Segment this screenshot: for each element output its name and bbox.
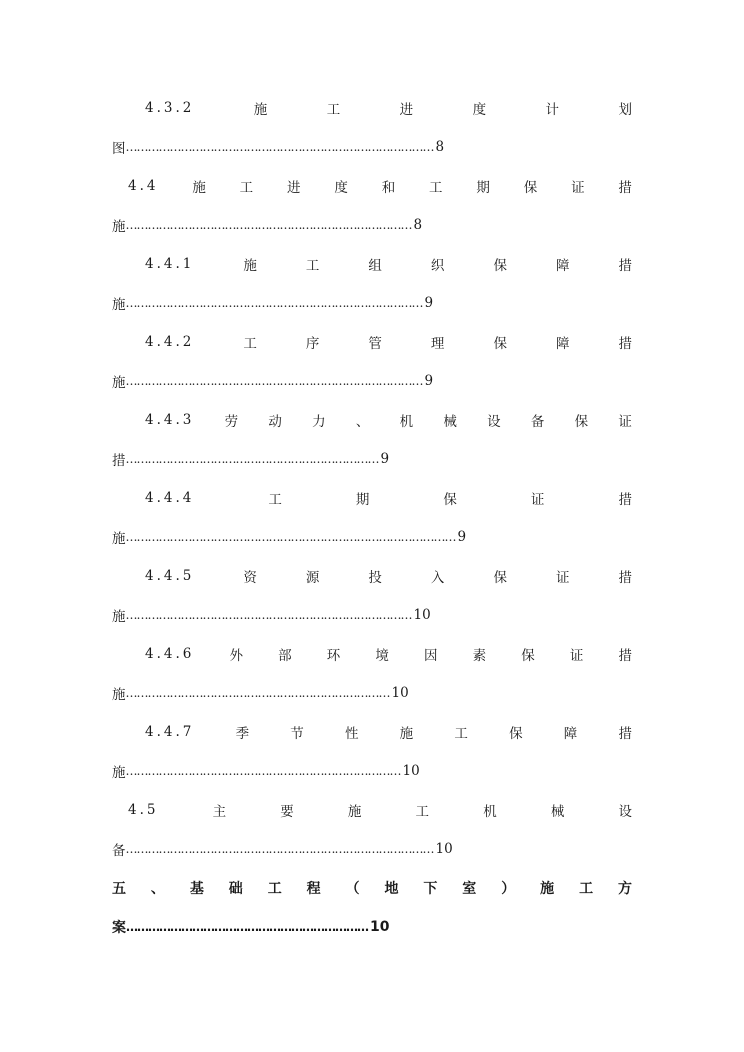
dot-leader: …………………………………………………………………… xyxy=(125,608,412,622)
title-char: 性 xyxy=(344,726,359,742)
chapter-title-char: 础 xyxy=(228,881,243,897)
chapter-title-line xyxy=(112,876,632,900)
chapter-title-char: 室 xyxy=(462,881,477,897)
chapter-title-char: 下 xyxy=(423,881,438,897)
page-number: 10 xyxy=(391,685,409,701)
title-char: 证 xyxy=(571,180,585,196)
title-char: 序 xyxy=(305,336,320,352)
title-last-char: 施 xyxy=(112,609,126,625)
page-number: 9 xyxy=(424,295,434,311)
toc-entry-title-line xyxy=(145,96,632,120)
title-char: 保 xyxy=(493,258,507,274)
chapter-title-last-char: 案 xyxy=(112,920,126,936)
title-char: 措 xyxy=(618,180,632,196)
toc-entry-title-line xyxy=(128,174,632,198)
title-char: 源 xyxy=(305,570,320,586)
title-char: 主 xyxy=(212,804,227,820)
title-char: 备 xyxy=(530,414,545,430)
chapter-title-char: 施 xyxy=(540,881,555,897)
toc-entry-leader-line xyxy=(112,837,453,861)
title-last-char: 施 xyxy=(112,297,126,313)
title-char: 境 xyxy=(375,648,389,664)
title-char: 证 xyxy=(618,414,632,430)
toc-entry-leader-line xyxy=(112,603,431,627)
dot-leader: ………………………………………………………… xyxy=(126,920,368,934)
title-char: 保 xyxy=(493,336,507,352)
title-char: 保 xyxy=(574,414,589,430)
title-char: 入 xyxy=(430,570,445,586)
title-last-char: 施 xyxy=(112,375,126,391)
toc-entry-title-line xyxy=(145,252,632,276)
section-number: 4.4.3 xyxy=(145,412,195,428)
title-char: 施 xyxy=(243,258,257,274)
title-char: 障 xyxy=(555,258,570,274)
toc-entry-title-line xyxy=(145,330,632,354)
dot-leader: …………………………………………………………………… xyxy=(125,218,412,232)
toc-entry-leader-line xyxy=(112,681,409,705)
title-char: 织 xyxy=(430,258,445,274)
title-char: 械 xyxy=(443,414,457,430)
title-char: 进 xyxy=(399,102,414,118)
toc-entry-title-line xyxy=(145,486,632,510)
title-char: 证 xyxy=(555,570,570,586)
title-char: 素 xyxy=(472,648,487,664)
title-char: 期 xyxy=(355,492,370,508)
section-number: 4.3.2 xyxy=(145,100,195,116)
title-char: 施 xyxy=(399,726,414,742)
title-last-char: 备 xyxy=(112,843,126,859)
title-char: 和 xyxy=(381,180,396,196)
title-char: 保 xyxy=(523,180,538,196)
toc-entry-leader-line xyxy=(112,369,433,393)
section-number: 4.4.5 xyxy=(145,568,195,584)
title-char: 械 xyxy=(550,804,565,820)
toc-entry-leader-line xyxy=(112,213,422,237)
title-char: 设 xyxy=(487,414,501,430)
title-char: 工 xyxy=(429,180,443,196)
title-last-char: 措 xyxy=(112,453,126,469)
toc-entry-leader-line xyxy=(112,447,389,471)
chapter-title-char: （ xyxy=(345,881,360,897)
toc-entry-title-line xyxy=(145,642,632,666)
title-char: 证 xyxy=(530,492,545,508)
title-char: 措 xyxy=(618,258,632,274)
chapter-leader-line xyxy=(112,915,389,939)
dot-leader: ……………………………………………………………………… xyxy=(125,296,423,310)
toc-entry-title-line xyxy=(128,798,632,822)
title-char: 保 xyxy=(443,492,457,508)
title-char: 保 xyxy=(493,570,507,586)
title-char: 工 xyxy=(243,336,257,352)
title-char: 保 xyxy=(509,726,523,742)
title-char: 措 xyxy=(618,648,632,664)
chapter-title-char: 五 xyxy=(112,881,126,897)
title-char: 证 xyxy=(569,648,584,664)
chapter-title-char: 地 xyxy=(384,881,399,897)
title-char: 障 xyxy=(555,336,570,352)
dot-leader: …………………………………………………………… xyxy=(125,452,379,466)
dot-leader: ……………………………………………………………………… xyxy=(125,374,423,388)
section-number: 4.5 xyxy=(128,802,159,818)
chapter-title-char: 、 xyxy=(150,881,165,897)
title-char: 季 xyxy=(235,726,250,742)
chapter-title-char: ） xyxy=(501,881,516,897)
title-char: 因 xyxy=(423,648,438,664)
title-char: 度 xyxy=(472,102,487,118)
title-char: 管 xyxy=(368,336,382,352)
title-char: 障 xyxy=(563,726,578,742)
title-char: 部 xyxy=(278,648,292,664)
dot-leader: ………………………………………………………………… xyxy=(125,764,401,778)
toc-entry-title-line xyxy=(145,720,632,744)
title-char: 工 xyxy=(305,258,320,274)
title-char: 理 xyxy=(430,336,445,352)
title-char: 措 xyxy=(618,726,632,742)
title-char: 期 xyxy=(476,180,490,196)
title-char: 劳 xyxy=(224,414,239,430)
page-number: 9 xyxy=(457,529,467,545)
section-number: 4.4.6 xyxy=(145,646,195,662)
title-last-char: 施 xyxy=(112,219,126,235)
chapter-title-char: 工 xyxy=(267,881,282,897)
toc-entry-leader-line xyxy=(112,525,466,549)
title-char: 动 xyxy=(268,414,282,430)
title-char: 、 xyxy=(355,414,370,430)
title-char: 进 xyxy=(287,180,301,196)
title-char: 工 xyxy=(326,102,341,118)
dot-leader: ……………………………………………………………… xyxy=(125,686,390,700)
title-char: 工 xyxy=(239,180,254,196)
title-char: 组 xyxy=(368,258,382,274)
toc-entry-title-line xyxy=(145,408,632,432)
title-char: 工 xyxy=(268,492,282,508)
page-number: 9 xyxy=(380,451,390,467)
title-char: 投 xyxy=(368,570,382,586)
title-char: 保 xyxy=(521,648,535,664)
title-last-char: 施 xyxy=(112,687,126,703)
title-last-char: 图 xyxy=(112,141,126,157)
title-char: 措 xyxy=(618,492,632,508)
toc-entry-leader-line xyxy=(112,135,444,159)
title-char: 划 xyxy=(618,102,632,118)
page-number: 9 xyxy=(424,373,434,389)
dot-leader: ……………………………………………………………………………… xyxy=(125,530,456,544)
title-char: 环 xyxy=(326,648,341,664)
title-char: 工 xyxy=(454,726,468,742)
title-last-char: 施 xyxy=(112,531,126,547)
page-number: 10 xyxy=(370,919,390,935)
dot-leader: ………………………………………………………………………… xyxy=(125,140,434,154)
chapter-title-char: 方 xyxy=(617,881,632,897)
title-char: 机 xyxy=(399,414,414,430)
section-number: 4.4.4 xyxy=(145,490,195,506)
title-char: 工 xyxy=(415,804,430,820)
section-number: 4.4 xyxy=(128,178,159,194)
page-number: 8 xyxy=(435,139,445,155)
page-number: 8 xyxy=(413,217,423,233)
title-last-char: 施 xyxy=(112,765,126,781)
title-char: 外 xyxy=(229,648,243,664)
page-number: 10 xyxy=(435,841,453,857)
title-char: 力 xyxy=(312,414,326,430)
title-char: 度 xyxy=(334,180,348,196)
title-char: 设 xyxy=(618,804,632,820)
title-char: 施 xyxy=(192,180,206,196)
title-char: 资 xyxy=(243,570,257,586)
section-number: 4.4.2 xyxy=(145,334,195,350)
page-number: 10 xyxy=(413,607,431,623)
title-char: 措 xyxy=(618,570,632,586)
dot-leader: ………………………………………………………………………… xyxy=(125,842,434,856)
title-char: 施 xyxy=(347,804,362,820)
chapter-title-char: 基 xyxy=(189,881,204,897)
section-number: 4.4.7 xyxy=(145,724,195,740)
title-char: 计 xyxy=(545,102,560,118)
chapter-title-char: 程 xyxy=(306,881,321,897)
toc-entry-title-line xyxy=(145,564,632,588)
title-char: 要 xyxy=(280,804,294,820)
title-char: 机 xyxy=(483,804,497,820)
title-char: 节 xyxy=(290,726,304,742)
toc-entry-leader-line xyxy=(112,759,420,783)
section-number: 4.4.1 xyxy=(145,256,195,272)
toc-entry-leader-line xyxy=(112,291,433,315)
page-number: 10 xyxy=(402,763,420,779)
title-char: 施 xyxy=(253,102,268,118)
title-char: 措 xyxy=(618,336,632,352)
chapter-title-char: 工 xyxy=(579,881,594,897)
